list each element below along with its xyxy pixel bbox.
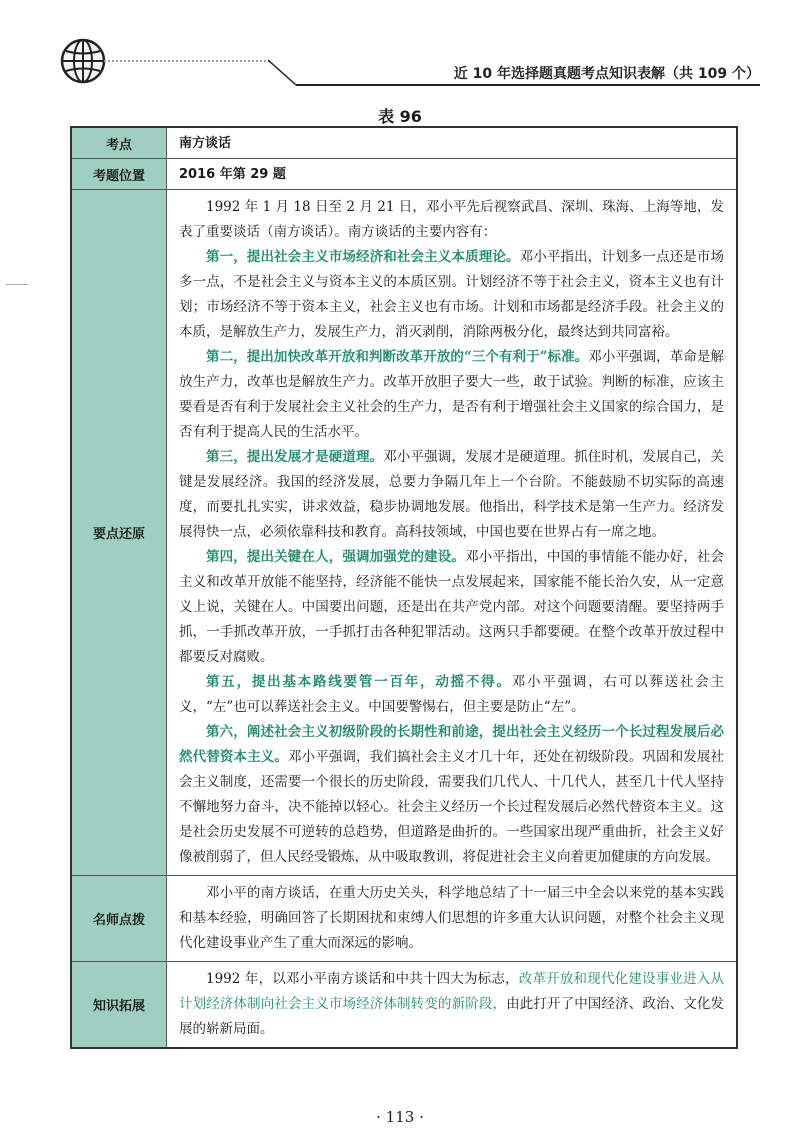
page-number: · 113 · <box>376 1108 424 1126</box>
row-extension <box>72 961 736 1047</box>
position-value: 2016 年第 29 题 <box>179 167 286 182</box>
margin-mark <box>6 284 28 285</box>
point-item <box>179 445 724 545</box>
point-body: 邓小平强调，发展才是硬道理。抓住时机，发展自己，关键是发展经济。我国的经济发展，总要力争隔几年上一个台阶。不能鼓励不切实际的高速度，而要扎扎实实，讲求效益，稳步协调地发展。他指出，科学技术是第一生产力。经济发展得快一点，必须依靠科技和教育。高科技领域，中国也要在世界占有一席之地。 <box>179 449 725 540</box>
point-head: 第六，阐述社会主义初级阶段的长期性和前途，提出社会主义经历一个长过程发展后必然代替资本主义。 <box>179 724 724 765</box>
header-rule <box>296 84 760 86</box>
points-content <box>167 190 736 875</box>
comment-text: 邓小平的南方谈话，在重大历史关头，科学地总结了十一届三中全会以来党的基本实践和基本经验，明确回答了长期困扰和束缚人们思想的许多重大认识问题，对整个社会主义现代化建设事业产生了重大而深远的影响。 <box>179 885 724 951</box>
point-head: 第一，提出社会主义市场经济和社会主义本质理论。 <box>206 249 520 265</box>
point-body: 邓小平强调，我们搞社会主义才几十年，还处在初级阶段。巩固和发展社会主义制度，还需要一个很长的历史阶段，需要我们几代人、十几代人，甚至几十代人坚持不懈地努力奋斗，决不能掉以轻心。社会主义经历一个长过程发展后必然代替资本主义。这是社会历史发展不可逆转的总趋势，但道路是曲折的。一些国家出现严重曲折，社会主义好像被削弱了，但人民经受锻炼，从中吸取教训，将促进社会主义向着更加健康的方向发展。 <box>179 749 725 865</box>
point-head: 第二，提出加快改革开放和判断改革开放的“三个有利于”标准。 <box>206 349 589 365</box>
comment-content <box>167 876 736 961</box>
point-item <box>179 245 724 345</box>
point-head: 第五，提出基本路线要管一百年，动摇不得。 <box>206 674 512 690</box>
row-position <box>72 158 736 189</box>
row-label: 要点还原 <box>72 190 167 875</box>
point-item <box>179 545 724 670</box>
extension-text <box>179 967 724 1042</box>
point-body: 邓小平强调，右可以葬送社会主义，“左”也可以葬送社会主义。中国要警惕右，但主要是防止“左”。 <box>179 674 725 715</box>
running-head: 近 10 年选择题真题考点知识表解（共 109 个） <box>453 66 760 82</box>
point-body: 邓小平指出，中国的事情能不能办好，社会主义和改革开放能不能坚持，经济能不能快一点发展起来，国家能不能长治久安，从一定意义上说，关键在人。中国要出问题，还是出在共产党内部。对这个问题要清醒。要坚持两手抓，一手抓改革开放，一手抓打击各种犯罪活动。这两只手都要硬。在整个改革开放过程中都要反对腐败。 <box>179 549 725 665</box>
globe-icon <box>60 38 106 84</box>
extension-post: 由此打开了中国经济、政治、文化发展的崭新局面。 <box>179 996 725 1037</box>
header-dotted-rule <box>104 60 270 62</box>
row-points <box>72 189 736 875</box>
row-label: 考点 <box>72 128 167 158</box>
point-body: 邓小平指出，计划多一点还是市场多一点，不是社会主义与资本主义的本质区别。计划经济不等于社会主义，资本主义也有计划；市场经济不等于资本主义，社会主义也有市场。计划和市场都是经济手段。社会主义的本质，是解放生产力，发展生产力，消灭剥削，消除两极分化，最终达到共同富裕。 <box>179 249 725 340</box>
point-item <box>179 720 724 870</box>
points-intro: 1992 年 1 月 18 日至 2 月 21 日，邓小平先后视察武昌、深圳、珠海、上海等地，发表了重要谈话（南方谈话）。南方谈话的主要内容有： <box>179 199 724 240</box>
point-body: 邓小平强调，革命是解放生产力，改革也是解放生产力。改革开放胆子要大一些，敢于试验。判断的标准，应该主要看是否有利于发展社会主义社会的生产力，是否有利于增强社会主义国家的综合国力，是否有利于提高人民的生活水平。 <box>179 349 724 440</box>
point-head: 第三，提出发展才是硬道理。 <box>206 449 384 465</box>
row-label: 名师点拨 <box>72 876 167 961</box>
extension-content <box>167 962 736 1047</box>
point-head: 第四，提出关键在人，强调加强党的建设。 <box>206 549 466 565</box>
row-comment <box>72 875 736 961</box>
knowledge-table <box>70 126 738 1049</box>
point-item <box>179 345 724 445</box>
header-diagonal-rule <box>268 58 296 86</box>
row-label: 知识拓展 <box>72 962 167 1047</box>
extension-pre: 1992 年，以邓小平南方谈话和中共十四大为标志， <box>206 971 519 987</box>
table-title: 表 96 <box>378 107 422 126</box>
row-topic <box>72 128 736 158</box>
topic-value: 南方谈话 <box>179 136 232 151</box>
point-item <box>179 670 724 720</box>
row-label: 考题位置 <box>72 159 167 189</box>
extension-highlight: 改革开放和现代化建设事业进入从计划经济体制向社会主义市场经济体制转变的新阶段， <box>179 971 725 1012</box>
